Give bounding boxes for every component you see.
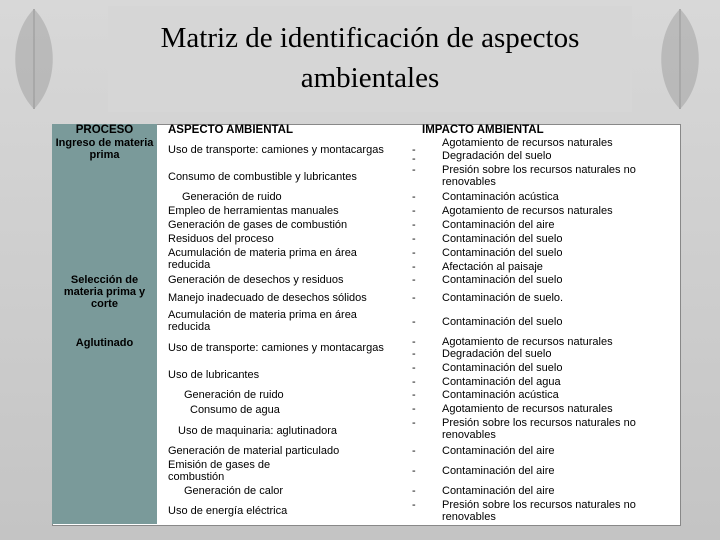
aspect-cell: Residuos del proceso — [168, 233, 274, 245]
aspect-cell: Uso de maquinaria: aglutinadora — [178, 425, 337, 437]
dash-marker: - — [412, 362, 416, 374]
aspect-cell: Emisión de gases de combustión — [168, 459, 271, 483]
dash-marker: - — [412, 376, 416, 388]
page-title: Matriz de identificación de aspectos ambientales — [160, 22, 580, 94]
dash-marker: - — [412, 499, 416, 511]
header-aspect: ASPECTO AMBIENTAL — [168, 124, 294, 136]
impact-cell: Contaminación del aire — [442, 485, 555, 497]
dash-marker: - — [412, 485, 416, 497]
impact-cell: Presión sobre los recursos naturales no renovables — [442, 164, 636, 188]
aspect-cell: Acumulación de materia prima en área reducida — [168, 309, 357, 333]
aspect-cell: Generación de desechos y residuos — [168, 274, 344, 286]
process-label: Selección de materia prima y corte — [63, 274, 146, 310]
process-label: Ingreso de materia prima — [55, 137, 154, 161]
impact-cell: Contaminación del agua — [442, 376, 561, 388]
aspect-cell: Manejo inadecuado de desechos sólidos — [168, 292, 367, 304]
dash-marker: - — [412, 316, 416, 328]
header-process: PROCESO — [75, 124, 134, 136]
leaf-decoration-icon — [650, 4, 710, 114]
impact-cell: Contaminación del suelo — [442, 316, 563, 328]
impact-cell: Contaminación del suelo — [442, 233, 563, 245]
impact-cell: Presión sobre los recursos naturales no renovables — [442, 417, 636, 441]
impact-cell: Contaminación acústica — [442, 191, 559, 203]
aspect-cell: Uso de lubricantes — [168, 369, 260, 381]
impact-cell: Agotamiento de recursos naturales — [442, 403, 613, 415]
impact-cell: Contaminación de suelo. — [442, 292, 564, 304]
aspect-cell: Uso de transporte: camiones y montacargas — [168, 144, 384, 156]
header-impact: IMPACTO AMBIENTAL — [422, 124, 544, 136]
aspect-cell: Acumulación de materia prima en área reducida — [168, 247, 357, 271]
aspect-cell: Generación de gases de combustión — [168, 219, 348, 231]
dash-marker: - — [412, 403, 416, 415]
impact-cell: Contaminación acústica — [442, 389, 559, 401]
dash-marker: - — [412, 205, 416, 217]
impact-cell: Contaminación del aire — [442, 465, 555, 477]
dash-marker: - — [412, 445, 416, 457]
dash-marker: - — [412, 164, 416, 176]
aspect-cell: Empleo de herramientas manuales — [168, 205, 339, 217]
impact-cell: Afectación al paisaje — [442, 261, 543, 273]
process-label: Aglutinado — [75, 337, 134, 349]
aspect-cell: Generación de calor — [184, 485, 284, 497]
dash-marker: - — [412, 233, 416, 245]
impact-cell: Agotamiento de recursos naturales — [442, 205, 613, 217]
dash-marker: - — [412, 292, 416, 304]
aspect-cell: Generación de ruido — [184, 389, 284, 401]
impact-cell: Contaminación del aire — [442, 219, 555, 231]
process-column — [52, 124, 157, 524]
impact-cell: Presión sobre los recursos naturales no renovables — [442, 499, 636, 523]
impact-cell: Contaminación del suelo — [442, 247, 563, 259]
dash-marker: - — [412, 153, 416, 165]
dash-marker: - — [412, 219, 416, 231]
aspect-cell: Uso de energía eléctrica — [168, 505, 288, 517]
aspect-cell: Generación de material particulado — [168, 445, 340, 457]
impact-cell: Contaminación del suelo — [442, 274, 563, 286]
aspect-cell: Consumo de agua — [190, 404, 280, 416]
dash-marker: - — [412, 144, 416, 156]
dash-marker: - — [412, 348, 416, 360]
aspect-cell: Consumo de combustible y lubricantes — [168, 171, 357, 183]
dash-marker: - — [412, 191, 416, 203]
dash-marker: - — [412, 247, 416, 259]
impact-cell: Agotamiento de recursos naturales — [442, 137, 613, 149]
dash-marker: - — [412, 465, 416, 477]
impact-cell: Degradación del suelo — [442, 348, 552, 360]
dash-marker: - — [412, 274, 416, 286]
aspect-cell: Generación de ruido — [182, 191, 282, 203]
title-box — [108, 6, 632, 112]
impact-cell: Contaminación del aire — [442, 445, 555, 457]
dash-marker: - — [412, 336, 416, 348]
impact-cell: Agotamiento de recursos naturales — [442, 336, 613, 348]
impact-cell: Contaminación del suelo — [442, 362, 563, 374]
leaf-decoration-icon — [4, 4, 64, 114]
dash-marker: - — [412, 417, 416, 429]
impact-cell: Degradación del suelo — [442, 150, 552, 162]
dash-marker: - — [412, 261, 416, 273]
aspect-cell: Uso de transporte: camiones y montacargas — [168, 342, 384, 354]
dash-marker: - — [412, 389, 416, 401]
